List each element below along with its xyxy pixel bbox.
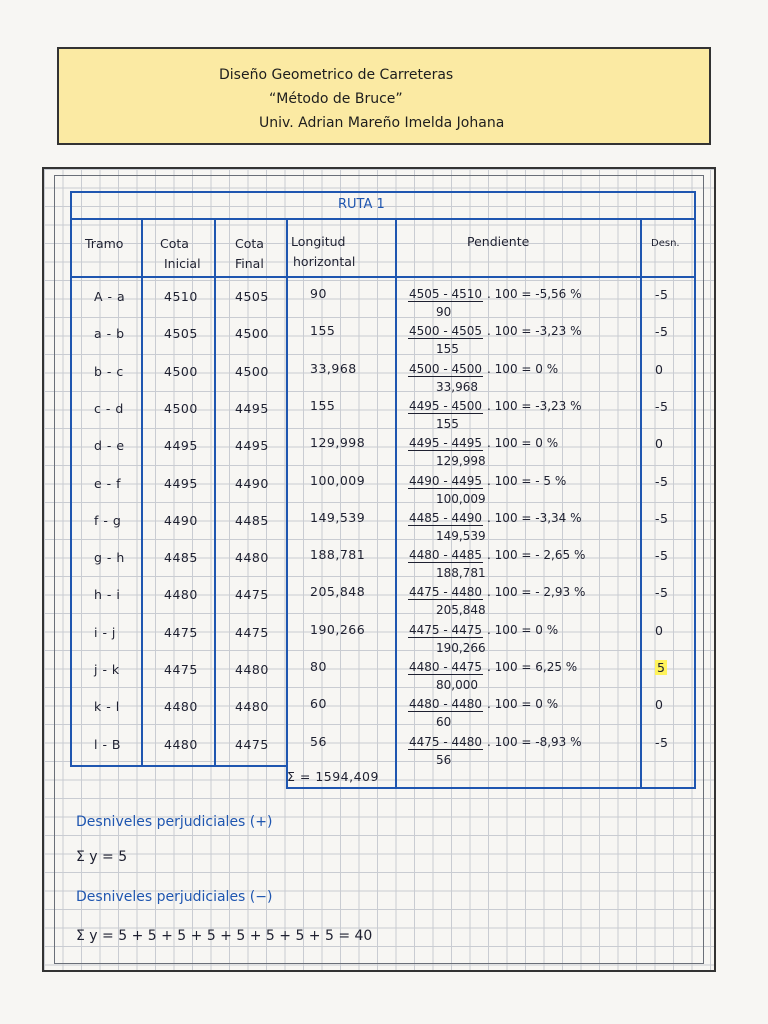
pendiente-numerator: 4475 - 4480 bbox=[409, 585, 483, 599]
cell-cota-final: 4495 bbox=[235, 438, 269, 453]
col-divider-longitud bbox=[395, 218, 397, 789]
cell-desnivel: -5 bbox=[655, 399, 669, 414]
cell-pendiente bbox=[408, 474, 567, 506]
cell-desnivel: -5 bbox=[655, 474, 669, 489]
cell-cota-final: 4480 bbox=[235, 662, 269, 677]
cell-pendiente bbox=[408, 623, 559, 655]
pendiente-result: . 100 = -5,56 % bbox=[487, 287, 582, 301]
cell-desnivel: -5 bbox=[655, 324, 669, 339]
longitud-sum: Σ = 1594,409 bbox=[287, 769, 379, 784]
cell-pendiente bbox=[408, 399, 582, 431]
cell-cota-inicial: 4500 bbox=[164, 364, 198, 379]
author-name: Univ. Adrian Mareño Imelda Johana bbox=[259, 115, 505, 131]
cell-cota-final: 4490 bbox=[235, 476, 269, 491]
cell-tramo: A - a bbox=[94, 289, 126, 304]
pendiente-denominator: 149,539 bbox=[436, 529, 486, 543]
cell-cota-inicial: 4495 bbox=[164, 438, 198, 453]
negative-sum: Σ y = 5 + 5 + 5 + 5 + 5 + 5 + 5 + 5 = 40 bbox=[76, 928, 373, 944]
cell-cota-inicial: 4475 bbox=[164, 625, 198, 640]
header-tramo: Tramo bbox=[85, 236, 124, 251]
cell-tramo: b - c bbox=[94, 364, 124, 379]
pendiente-result: . 100 = -3,23 % bbox=[487, 324, 582, 338]
bruce-table bbox=[70, 191, 696, 789]
cell-cota-inicial: 4495 bbox=[164, 476, 198, 491]
pendiente-result: . 100 = 0 % bbox=[487, 436, 559, 450]
cell-pendiente bbox=[408, 660, 578, 692]
cell-desnivel: 0 bbox=[655, 697, 664, 712]
pendiente-denominator: 100,009 bbox=[436, 492, 486, 506]
cell-desnivel: 0 bbox=[655, 362, 664, 377]
pendiente-numerator: 4505 - 4510 bbox=[409, 287, 483, 301]
cell-cota-inicial: 4480 bbox=[164, 737, 198, 752]
col-divider-cota-inicial bbox=[214, 218, 216, 767]
course-title: Diseño Geometrico de Carreteras bbox=[219, 67, 454, 83]
pendiente-numerator: 4480 - 4485 bbox=[409, 548, 483, 562]
cell-longitud: 149,539 bbox=[310, 510, 366, 525]
cell-pendiente bbox=[408, 548, 586, 580]
col-divider-tramo bbox=[141, 218, 143, 767]
cell-cota-inicial: 4480 bbox=[164, 587, 198, 602]
pendiente-denominator: 155 bbox=[436, 342, 459, 356]
cell-cota-final: 4505 bbox=[235, 289, 269, 304]
cell-cota-final: 4475 bbox=[235, 587, 269, 602]
cell-cota-final: 4495 bbox=[235, 401, 269, 416]
pendiente-result: . 100 = 0 % bbox=[487, 623, 559, 637]
col-divider-pendiente bbox=[640, 218, 642, 789]
cell-tramo: d - e bbox=[94, 438, 125, 453]
pendiente-result: . 100 = - 5 % bbox=[487, 474, 567, 488]
cell-pendiente bbox=[408, 324, 582, 356]
cell-longitud: 205,848 bbox=[310, 584, 366, 599]
cell-longitud: 129,998 bbox=[310, 435, 366, 450]
cell-longitud: 188,781 bbox=[310, 547, 366, 562]
cell-desnivel: -5 bbox=[655, 287, 669, 302]
col-border-left bbox=[70, 191, 72, 767]
pendiente-result: . 100 = -3,34 % bbox=[487, 511, 582, 525]
cell-desnivel: 5 bbox=[657, 660, 666, 675]
negative-title: Desniveles perjudiciales (−) bbox=[76, 889, 273, 905]
cell-cota-inicial: 4505 bbox=[164, 326, 198, 341]
method-title: “Método de Bruce” bbox=[269, 91, 403, 107]
pendiente-denominator: 205,848 bbox=[436, 603, 486, 617]
title-box bbox=[57, 47, 711, 145]
cell-pendiente bbox=[408, 697, 559, 729]
pendiente-denominator: 155 bbox=[436, 417, 459, 431]
sum-bottom bbox=[286, 787, 397, 789]
cell-longitud: 155 bbox=[310, 398, 336, 413]
header-cota-inicial-1: Cota bbox=[160, 236, 189, 251]
cell-tramo: h - i bbox=[94, 587, 121, 602]
cell-cota-inicial: 4500 bbox=[164, 401, 198, 416]
pendiente-result: . 100 = -8,93 % bbox=[487, 735, 582, 749]
pendiente-result: . 100 = - 2,93 % bbox=[487, 585, 586, 599]
cell-pendiente bbox=[408, 511, 582, 543]
cell-cota-final: 4485 bbox=[235, 513, 269, 528]
col-divider-cota-final bbox=[286, 218, 288, 789]
pendiente-denominator: 56 bbox=[436, 753, 452, 767]
cell-cota-final: 4475 bbox=[235, 737, 269, 752]
pendiente-numerator: 4475 - 4475 bbox=[409, 623, 483, 637]
cell-desnivel: 0 bbox=[655, 623, 664, 638]
table-top-border bbox=[70, 191, 696, 193]
cell-cota-inicial: 4480 bbox=[164, 699, 198, 714]
cell-desnivel: -5 bbox=[655, 511, 669, 526]
pendiente-numerator: 4500 - 4505 bbox=[409, 324, 483, 338]
header-cota-final-2: Final bbox=[235, 256, 264, 271]
cell-longitud: 190,266 bbox=[310, 622, 366, 637]
positive-title: Desniveles perjudiciales (+) bbox=[76, 814, 273, 830]
cell-longitud: 100,009 bbox=[310, 473, 366, 488]
cell-cota-inicial: 4510 bbox=[164, 289, 198, 304]
header-divider bbox=[70, 276, 696, 278]
header-cota-inicial-2: Inicial bbox=[164, 256, 201, 271]
pendiente-numerator: 4480 - 4480 bbox=[409, 697, 483, 711]
cell-cota-final: 4500 bbox=[235, 326, 269, 341]
cell-longitud: 90 bbox=[310, 286, 327, 301]
cell-tramo: c - d bbox=[94, 401, 124, 416]
cell-cota-final: 4500 bbox=[235, 364, 269, 379]
cell-tramo: k - l bbox=[94, 699, 120, 714]
pendiente-result: . 100 = 0 % bbox=[487, 697, 559, 711]
cell-desnivel: -5 bbox=[655, 548, 669, 563]
cell-desnivel: 0 bbox=[655, 436, 664, 451]
pendiente-denominator: 80,000 bbox=[436, 678, 478, 692]
cell-pendiente bbox=[408, 436, 559, 468]
cell-pendiente bbox=[408, 585, 586, 617]
cell-desnivel: -5 bbox=[655, 735, 669, 750]
positive-sum: Σ y = 5 bbox=[76, 849, 128, 865]
pendiente-denominator: 33,968 bbox=[436, 380, 478, 394]
header-pendiente: Pendiente bbox=[467, 234, 530, 249]
header-desn: Desn. bbox=[651, 238, 680, 249]
col-border-right bbox=[694, 191, 696, 789]
pendiente-result: . 100 = - 2,65 % bbox=[487, 548, 586, 562]
cell-cota-final: 4475 bbox=[235, 625, 269, 640]
cell-cota-final: 4480 bbox=[235, 699, 269, 714]
cell-cota-inicial: 4485 bbox=[164, 550, 198, 565]
pendiente-numerator: 4495 - 4495 bbox=[409, 436, 483, 450]
pendiente-numerator: 4490 - 4495 bbox=[409, 474, 483, 488]
cell-tramo: i - j bbox=[94, 625, 116, 640]
pendiente-result: . 100 = 6,25 % bbox=[487, 660, 578, 674]
cell-longitud: 33,968 bbox=[310, 361, 357, 376]
pendiente-denominator: 90 bbox=[436, 305, 452, 319]
header-longitud-1: Longitud bbox=[291, 234, 346, 249]
pendiente-denominator: 188,781 bbox=[436, 566, 486, 580]
cell-longitud: 56 bbox=[310, 734, 327, 749]
cell-desnivel: -5 bbox=[655, 585, 669, 600]
table-bottom-left bbox=[70, 765, 286, 767]
pendiente-numerator: 4480 - 4475 bbox=[409, 660, 483, 674]
cell-tramo: j - k bbox=[94, 662, 120, 677]
pendiente-denominator: 129,998 bbox=[436, 454, 486, 468]
pendiente-numerator: 4500 - 4500 bbox=[409, 362, 483, 376]
pendiente-denominator: 190,266 bbox=[436, 641, 486, 655]
cell-pendiente bbox=[408, 362, 559, 394]
cell-longitud: 80 bbox=[310, 659, 327, 674]
route-title: RUTA 1 bbox=[338, 197, 385, 212]
table-bottom-right bbox=[397, 787, 696, 789]
cell-cota-inicial: 4475 bbox=[164, 662, 198, 677]
pendiente-result: . 100 = -3,23 % bbox=[487, 399, 582, 413]
title-divider bbox=[70, 218, 696, 220]
cell-cota-final: 4480 bbox=[235, 550, 269, 565]
header-cota-final-1: Cota bbox=[235, 236, 264, 251]
cell-tramo: a - b bbox=[94, 326, 125, 341]
cell-tramo: g - h bbox=[94, 550, 125, 565]
cell-longitud: 60 bbox=[310, 696, 327, 711]
cell-pendiente bbox=[408, 287, 582, 319]
pendiente-numerator: 4475 - 4480 bbox=[409, 735, 483, 749]
header-longitud-2: horizontal bbox=[293, 254, 356, 269]
cell-cota-inicial: 4490 bbox=[164, 513, 198, 528]
cell-pendiente bbox=[408, 735, 582, 767]
pendiente-denominator: 60 bbox=[436, 715, 452, 729]
pendiente-numerator: 4495 - 4500 bbox=[409, 399, 483, 413]
pendiente-numerator: 4485 - 4490 bbox=[409, 511, 483, 525]
pendiente-result: . 100 = 0 % bbox=[487, 362, 559, 376]
cell-tramo: f - g bbox=[94, 513, 122, 528]
cell-tramo: e - f bbox=[94, 476, 122, 491]
cell-longitud: 155 bbox=[310, 323, 336, 338]
cell-tramo: l - B bbox=[94, 737, 122, 752]
